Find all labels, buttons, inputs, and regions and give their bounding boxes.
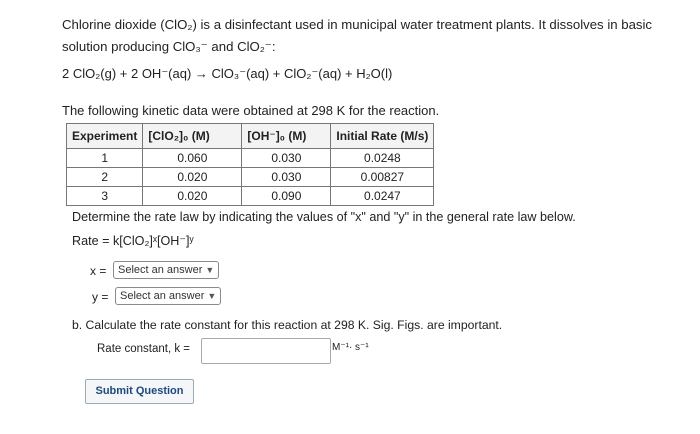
header-oh: [OH⁻]₀ (M) <box>242 124 331 149</box>
y-select-text: Select an answer <box>120 290 205 302</box>
cell-experiment: 3 <box>67 187 143 206</box>
x-select-text: Select an answer <box>118 264 203 276</box>
cell-rate: 0.0247 <box>331 187 434 206</box>
cell-clo2: 0.060 <box>143 149 242 168</box>
rate-constant-label: Rate constant, k = <box>97 343 191 355</box>
header-initial-rate: Initial Rate (M/s) <box>331 124 434 149</box>
y-label: y = <box>92 290 109 304</box>
cell-experiment: 1 <box>67 149 143 168</box>
cell-clo2: 0.020 <box>143 187 242 206</box>
kinetic-data-table <box>66 123 434 206</box>
cell-oh: 0.030 <box>242 149 331 168</box>
chevron-down-icon: ▼ <box>205 265 215 275</box>
x-answer-select[interactable] <box>113 261 219 279</box>
cell-oh: 0.090 <box>242 187 331 206</box>
part-a-instruction: Determine the rate law by indicating the values of "x" and "y" in the general rate law below. <box>72 210 576 224</box>
cell-experiment: 2 <box>67 168 143 187</box>
table-header-row <box>67 124 434 149</box>
table-row <box>67 187 434 206</box>
header-experiment: Experiment <box>67 124 143 149</box>
rate-law-expression: Rate = k[ClO₂]ˣ[OH⁻]ʸ <box>72 234 194 248</box>
question-intro: Chlorine dioxide (ClO₂) is a disinfectant used in municipal water treatment plants. It dissolves in basic solution producing ClO₃⁻ and ClO₂⁻: <box>62 17 653 54</box>
rate-constant-input[interactable] <box>201 338 331 364</box>
header-clo2: [ClO₂]₀ (M) <box>143 124 242 149</box>
table-row <box>67 168 434 187</box>
cell-rate: 0.0248 <box>331 149 434 168</box>
cell-oh: 0.030 <box>242 168 331 187</box>
cell-clo2: 0.020 <box>143 168 242 187</box>
x-label: x = <box>90 264 107 278</box>
rate-constant-units: M⁻¹· s⁻¹ <box>332 342 369 353</box>
table-row <box>67 149 434 168</box>
cell-rate: 0.00827 <box>331 168 434 187</box>
chevron-down-icon: ▼ <box>207 291 217 301</box>
y-answer-select[interactable] <box>115 287 221 305</box>
submit-question-button[interactable]: Submit Question <box>85 379 194 404</box>
part-b-instruction: b. Calculate the rate constant for this reaction at 298 K. Sig. Figs. are important. <box>72 318 503 332</box>
table-intro: The following kinetic data were obtained at 298 K for the reaction. <box>62 103 440 118</box>
reaction-equation: 2 ClO₂(g) + 2 OH⁻(aq) → ClO₃⁻(aq) + ClO₂⁻(aq) + H₂O(l) <box>62 66 393 81</box>
